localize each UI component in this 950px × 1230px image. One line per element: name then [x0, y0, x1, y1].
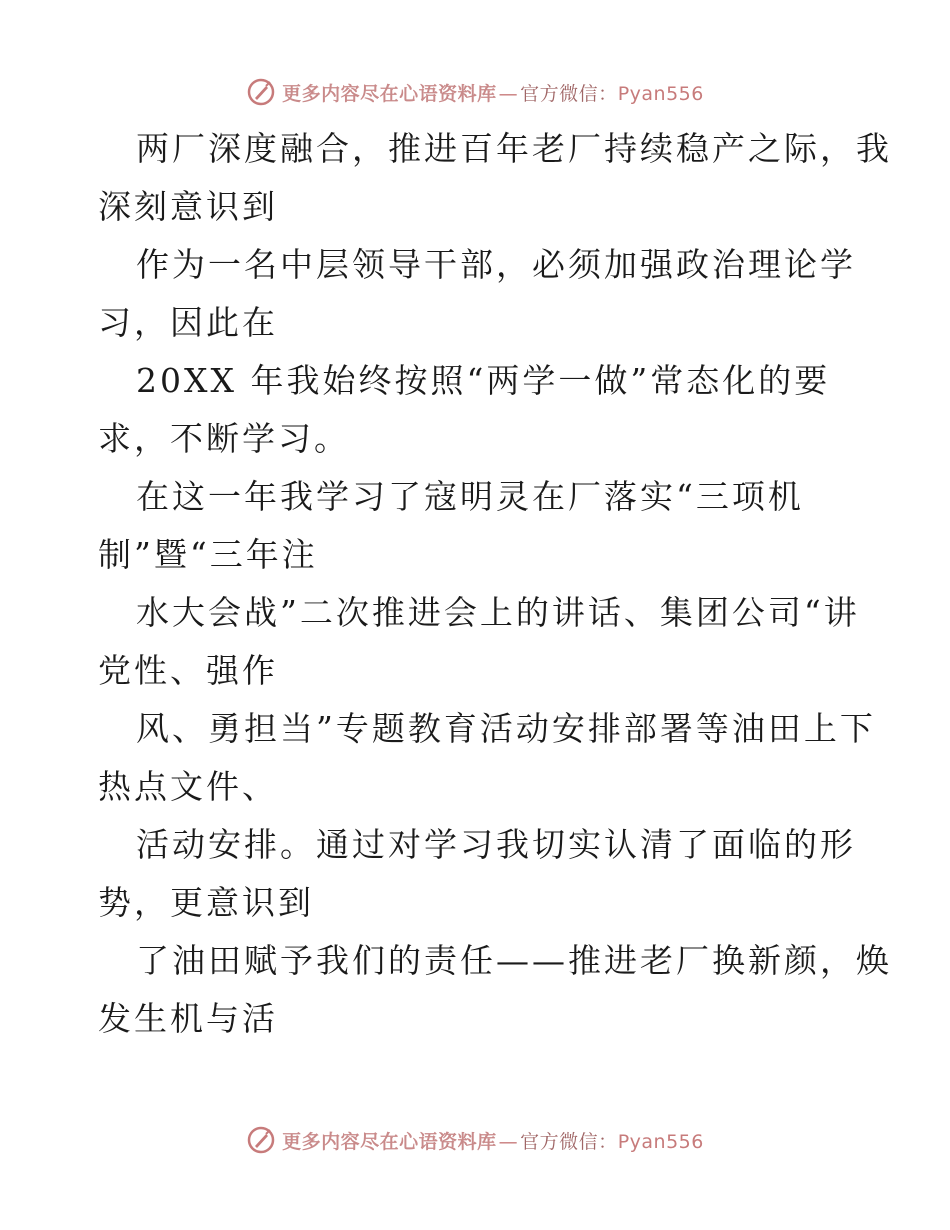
watermark-label: 官方微信： [520, 1130, 618, 1153]
watermark-brand: 更多内容尽在心语资料库 [282, 1130, 497, 1153]
body-line: 作为一名中层领导干部，必须加强政治理论学 [136, 245, 856, 284]
watermark-text [282, 1127, 704, 1154]
body-line: 热点文件、 [98, 767, 278, 806]
body-line: 了油田赋予我们的责任——推进老厂换新颜，焕 [136, 941, 892, 980]
watermark-id: Pyan556 [617, 1130, 704, 1153]
body-line: 活动安排。通过对学习我切实认清了面临的形 [136, 825, 856, 864]
footer-watermark [0, 1120, 950, 1160]
body-line: 求，不断学习。 [98, 419, 350, 458]
header-watermark [0, 72, 950, 112]
body-line: 习，因此在 [98, 303, 278, 342]
watermark-text [282, 79, 704, 106]
body-line: 20XX 年我始终按照“两学一做”常态化的要 [136, 361, 831, 400]
quill-pen-circle-icon [246, 77, 276, 107]
body-line: 在这一年我学习了寇明灵在厂落实“三项机 [136, 477, 804, 516]
watermark-label: 官方微信： [520, 82, 618, 105]
document-body [98, 120, 892, 1048]
body-line: 风、勇担当”专题教育活动安排部署等油田上下 [136, 709, 876, 748]
body-line: 两厂深度融合，推进百年老厂持续稳产之际，我 [136, 129, 892, 168]
body-line: 水大会战”二次推进会上的讲话、集团公司“讲 [136, 593, 860, 632]
body-line: 势，更意识到 [98, 883, 314, 922]
body-line: 发生机与活 [98, 999, 278, 1038]
body-line: 制”暨“三年注 [98, 535, 318, 574]
body-line: 党性、强作 [98, 651, 278, 690]
watermark-id: Pyan556 [617, 82, 704, 105]
watermark-separator: — [498, 82, 519, 105]
watermark-brand: 更多内容尽在心语资料库 [282, 82, 497, 105]
watermark-separator: — [498, 1130, 519, 1153]
quill-pen-circle-icon [246, 1125, 276, 1155]
body-line: 深刻意识到 [98, 187, 278, 226]
